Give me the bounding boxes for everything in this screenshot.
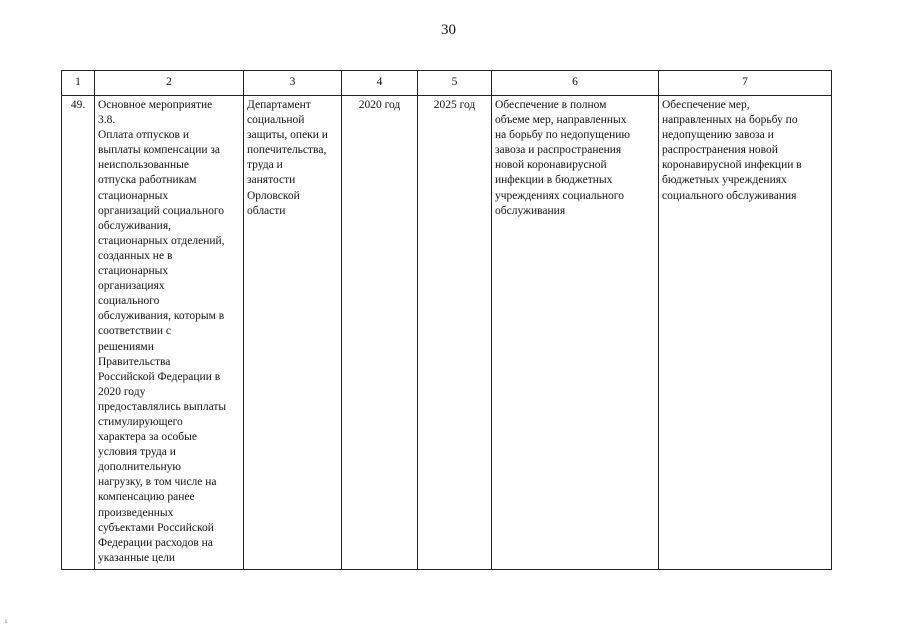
text-line: бюджетных учреждениях (662, 174, 787, 187)
text-line: организаций социального (98, 204, 225, 217)
text-line: 3.8. (98, 114, 116, 127)
text-line: Обеспечение мер, (662, 99, 750, 111)
text-line: Обеспечение в полном (495, 99, 607, 111)
header-col-4: 4 (342, 71, 418, 96)
text-line: попечительства, (247, 144, 327, 157)
text-line: недопущению завоза и (662, 129, 774, 142)
text-line: на борьбу по недопущению (495, 129, 631, 142)
text-line: завоза и распространения (495, 144, 622, 157)
text-line: выплаты компенсации за (98, 144, 221, 157)
text-line: инфекции в бюджетных (495, 174, 613, 187)
header-col-7: 7 (659, 71, 832, 96)
text-line: неиспользованные (98, 159, 190, 172)
text-line: социального обслуживания (662, 189, 797, 202)
text-line: характера за особые (98, 431, 197, 444)
row-number: 49. (62, 96, 95, 570)
scan-edge-mark: ı (5, 617, 7, 625)
consequence-cell (659, 96, 832, 570)
text-line: организациях (98, 280, 165, 293)
text-line: отпуска работникам (98, 174, 197, 187)
text-line: области (247, 204, 286, 217)
text-line: указанные цели (98, 551, 176, 564)
text-line: социального (98, 295, 160, 308)
text-line: компенсацию ранее (98, 491, 195, 504)
executor-cell (244, 96, 342, 570)
text-line: условия труда и (98, 446, 176, 459)
page-number: 30 (441, 22, 456, 38)
event-cell (95, 96, 244, 570)
text-line: учреждениях социального (495, 189, 624, 202)
text-line: труда и (247, 159, 283, 172)
text-line: стационарных (98, 189, 169, 202)
table-row (62, 96, 832, 570)
text-line: Правительства (98, 355, 171, 368)
header-col-2: 2 (95, 71, 244, 96)
text-line: занятости (247, 174, 296, 187)
text-line: распространения новой (662, 144, 778, 157)
result-cell (492, 96, 659, 570)
header-col-6: 6 (492, 71, 659, 96)
text-line: Российской Федерации в (98, 370, 221, 383)
text-line: произведенных (98, 506, 174, 519)
text-line: Оплата отпусков и (98, 129, 189, 142)
end-year-cell: 2025 год (418, 96, 492, 570)
text-line: объеме мер, направленных (495, 114, 627, 127)
text-line: обслуживания, которым в (98, 310, 225, 323)
text-line: предоставлялись выплаты (98, 400, 227, 413)
text-line: Департамент (247, 99, 311, 111)
text-line: защиты, опеки и (247, 129, 328, 142)
text-line: дополнительную (98, 461, 182, 474)
text-line: стационарных (98, 265, 169, 278)
text-line: соответствии с (98, 325, 171, 338)
text-line: Орловской (247, 189, 300, 202)
header-col-1: 1 (62, 71, 95, 96)
text-line: обслуживания, (98, 219, 171, 232)
header-col-5: 5 (418, 71, 492, 96)
header-col-3: 3 (244, 71, 342, 96)
text-line: направленных на борьбу по (662, 114, 798, 127)
header-row (62, 71, 832, 96)
text-line: субъектами Российской (98, 521, 214, 534)
start-year-cell: 2020 год (342, 96, 418, 570)
text-line: Основное мероприятие (98, 99, 213, 111)
text-line: нагрузку, в том числе на (98, 476, 217, 489)
text-line: стимулирующего (98, 415, 183, 428)
text-line: созданных не в (98, 249, 173, 262)
text-line: обслуживания (495, 204, 566, 217)
text-line: социальной (247, 114, 305, 127)
text-line: стационарных отделений, (98, 234, 225, 247)
text-line: коронавирусной инфекции в (662, 159, 802, 172)
text-line: 2020 году (98, 385, 146, 398)
text-line: новой коронавирусной (495, 159, 607, 172)
program-table (61, 70, 832, 570)
text-line: Федерации расходов на (98, 536, 213, 549)
text-line: решениями (98, 340, 154, 353)
